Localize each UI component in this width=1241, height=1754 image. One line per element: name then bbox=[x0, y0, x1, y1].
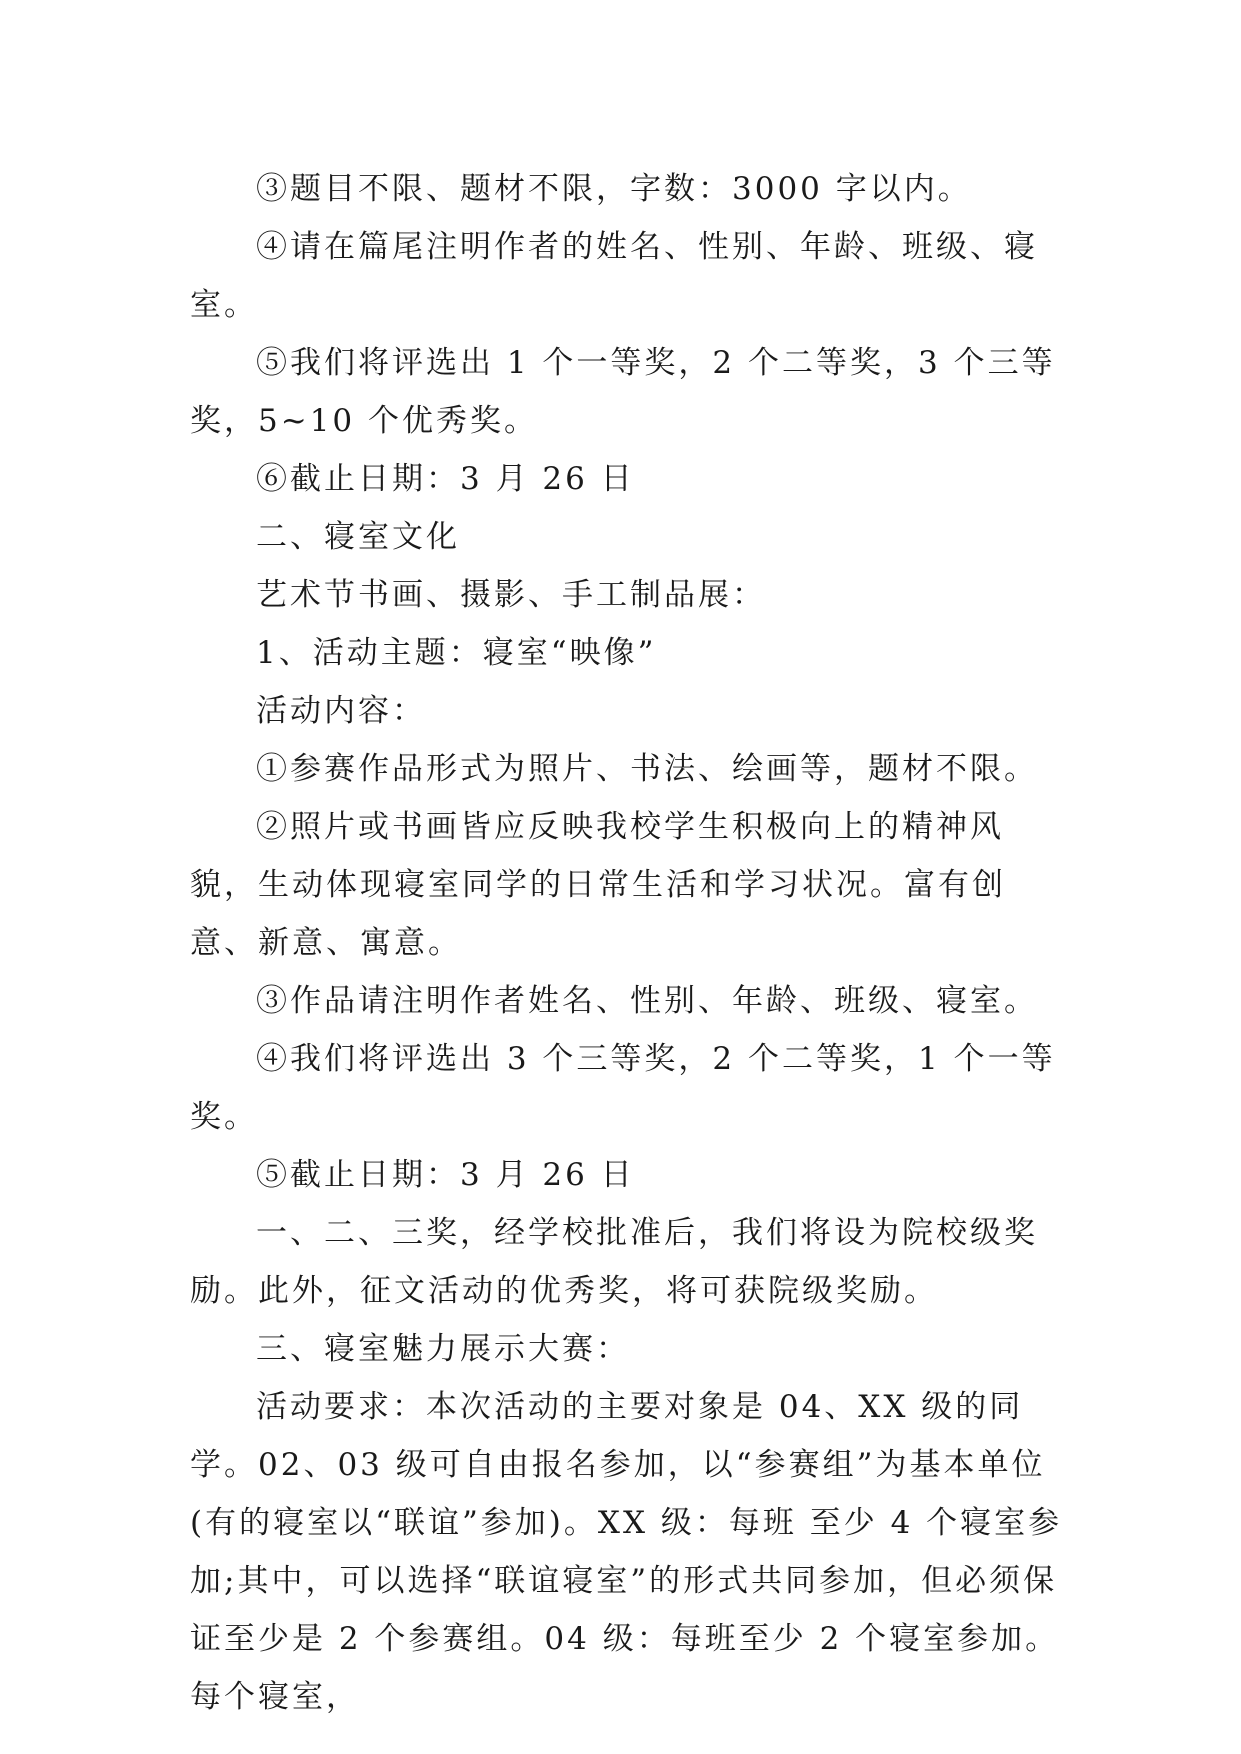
paragraph-content-4: ④我们将评选出 3 个三等奖，2 个二等奖，1 个一等奖。 bbox=[190, 1041, 1056, 1135]
paragraph-rule-4: ④请在篇尾注明作者的姓名、性别、年龄、班级、寝室。 bbox=[190, 229, 1038, 323]
paragraph-rule-3: ③题目不限、题材不限，字数：3000 字以内。 bbox=[256, 171, 972, 207]
paragraph-content-1: ①参赛作品形式为照片、书法、绘画等，题材不限。 bbox=[256, 751, 1038, 787]
paragraph-awards-note: 一、二、三奖，经学校批准后，我们将设为院校级奖励。此外，征文活动的优秀奖，将可获院级奖励。 bbox=[190, 1215, 1038, 1309]
paragraph-content-3: ③作品请注明作者姓名、性别、年龄、班级、寝室。 bbox=[256, 983, 1038, 1019]
paragraph-activity-content-label: 活动内容： bbox=[256, 693, 426, 729]
paragraph-activity-requirements: 活动要求：本次活动的主要对象是 04、XX 级的同学。02、03 级可自由报名参加，以“参赛组”为基本单位(有的寝室以“联谊”参加)。XX 级：每班 至少 4 个寝室参加;其中，可以选择“联谊寝室”的形式共同参加，但必须保证至少是 2 个参赛组。04 级：每班至少 2 个寝室参加。每个寝室， bbox=[190, 1389, 1063, 1715]
section-heading-dorm-contest: 三、寝室魅力展示大赛： bbox=[256, 1331, 630, 1367]
paragraph-content-2: ②照片或书画皆应反映我校学生积极向上的精神风貌，生动体现寝室同学的日常生活和学习状况。富有创意、新意、寓意。 bbox=[190, 809, 1006, 961]
paragraph-rule-5-awards: ⑤我们将评选出 1 个一等奖，2 个二等奖，3 个三等奖，5~10 个优秀奖。 bbox=[190, 345, 1056, 439]
section-heading-dorm-culture: 二、寝室文化 bbox=[256, 519, 460, 555]
paragraph-art-exhibition: 艺术节书画、摄影、手工制品展： bbox=[256, 577, 766, 613]
paragraph-content-5-deadline: ⑤截止日期：3 月 26 日 bbox=[256, 1157, 635, 1193]
paragraph-activity-theme: 1、活动主题：寝室“映像” bbox=[256, 635, 657, 671]
paragraph-deadline: ⑥截止日期：3 月 26 日 bbox=[256, 461, 635, 497]
document-body bbox=[190, 160, 1070, 1726]
